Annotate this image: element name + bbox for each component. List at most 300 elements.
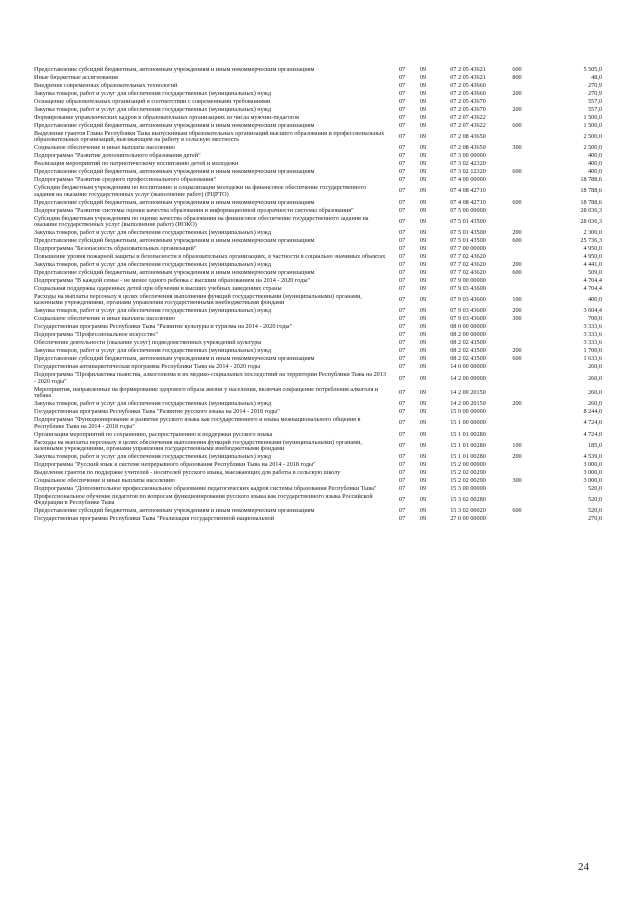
- row-target-article: 07 5 01 43500: [450, 237, 486, 245]
- row-section: 07: [398, 323, 406, 331]
- row-expense-type: 600: [512, 237, 522, 245]
- row-target-article: 07 9 00 00000: [450, 277, 486, 285]
- row-target-article: 15 0 00 00000: [450, 408, 486, 416]
- row-target-article: 07 9 03 43600: [450, 285, 486, 293]
- row-expense-type: 600: [512, 121, 522, 129]
- row-section: 07: [398, 347, 406, 355]
- table-row: [34, 106, 602, 114]
- table-row: [34, 199, 602, 207]
- row-expense-type: [502, 386, 532, 400]
- row-target-article: 15 1 01 00280: [450, 453, 486, 461]
- row-target-article: 08 2 02 43500: [450, 355, 486, 363]
- row-subsection: 09: [419, 253, 427, 261]
- row-amount: 520,0: [588, 485, 602, 493]
- row-subsection: 09: [419, 461, 427, 469]
- table-row: [34, 130, 602, 144]
- row-target-article: 08 2 02 43500: [450, 339, 486, 347]
- row-amount: 28 036,3: [580, 206, 602, 214]
- row-amount: 3 333,6: [583, 339, 602, 347]
- row-section: 07: [398, 97, 406, 105]
- row-section: 07: [398, 133, 406, 140]
- row-section: 07: [398, 285, 406, 293]
- row-name: Субсидии бюджетным учреждениям по оценке качества образования на финансовое обеспечение государственного задания на оказание государственных услуг (выполнение работ) (ИОКО): [34, 214, 369, 229]
- row-name: Предоставление субсидий бюджетным, автономным учреждениям и иным некоммерческим организациям: [34, 121, 315, 129]
- table-row: [34, 98, 602, 106]
- row-name: Иные бюджетные ассигнования: [34, 73, 118, 81]
- row-section: 07: [398, 121, 406, 129]
- row-target-article: 07 5 01 43500: [450, 229, 486, 237]
- row-name: Социальная поддержка одаренных детей при обучении в высших учебных заведениях страны: [34, 285, 282, 293]
- row-name: Закупка товаров, работ и услуг для обеспечения государственных (муниципальных) нужд: [34, 347, 272, 355]
- table-row: [34, 277, 602, 285]
- row-amount: 4 724,0: [583, 419, 602, 427]
- row-subsection: 09: [419, 206, 427, 214]
- row-subsection: 09: [419, 485, 427, 493]
- row-section: 07: [398, 408, 406, 416]
- row-amount: 270,0: [588, 515, 602, 523]
- row-target-article: 15 1 01 00280: [450, 441, 486, 449]
- row-subsection: 09: [419, 65, 427, 73]
- row-subsection: 09: [419, 261, 427, 269]
- row-name: Социальное обеспечение и иные выплаты населению: [34, 315, 175, 323]
- row-section: 07: [398, 389, 406, 397]
- row-subsection: 09: [419, 237, 427, 245]
- row-name: Выделение грантов Главы Республики Тыва выпускникам образовательных организаций высшего образования и профессиональных образовательных организаций, выезжающим на работу в сельскую местность: [34, 129, 385, 144]
- row-target-article: 15 1 01 00280: [450, 430, 486, 438]
- row-name: Обеспечение деятельности (оказание услуг) подведомственных учреждений культуры: [34, 339, 262, 347]
- row-subsection: 09: [419, 355, 427, 363]
- row-target-article: 14 0 00 00000: [450, 363, 486, 371]
- row-target-article: 14 2 00 20150: [450, 400, 486, 408]
- row-section: 07: [398, 355, 406, 363]
- row-section: 07: [398, 187, 406, 195]
- row-expense-type: 200: [512, 261, 522, 269]
- row-target-article: 07 5 01 43500: [450, 217, 486, 225]
- row-subsection: 09: [419, 323, 427, 331]
- row-amount: 4 704,4: [583, 285, 602, 293]
- row-subsection: 09: [419, 430, 427, 438]
- row-expense-type: 800: [512, 73, 522, 81]
- row-amount: 270,9: [588, 89, 602, 97]
- row-name: Социальное обеспечение и иные выплаты населению: [34, 144, 175, 152]
- row-target-article: 14 2 00 00000: [450, 374, 486, 382]
- row-expense-type: [502, 160, 532, 168]
- row-amount: 700,0: [588, 315, 602, 323]
- row-section: 07: [398, 269, 406, 277]
- row-expense-type: 200: [512, 105, 522, 113]
- row-target-article: 07 4 08 42710: [450, 187, 486, 195]
- row-subsection: 09: [419, 419, 427, 427]
- row-target-article: 07 7 02 43620: [450, 261, 486, 269]
- table-row: [34, 356, 602, 364]
- row-subsection: 09: [419, 331, 427, 339]
- row-target-article: 07 3 02 42320: [450, 160, 486, 168]
- row-name: Закупка товаров, работ и услуг для обеспечения государственных (муниципальных) нужд: [34, 400, 272, 408]
- table-row: [34, 66, 602, 74]
- row-target-article: 07 2 05 43670: [450, 97, 486, 105]
- row-expense-type: 300: [512, 477, 522, 485]
- table-row: [34, 408, 602, 416]
- row-section: 07: [398, 363, 406, 371]
- table-row: [34, 261, 602, 269]
- row-section: 07: [398, 261, 406, 269]
- row-section: 07: [398, 89, 406, 97]
- row-amount: 3 000,0: [583, 469, 602, 477]
- row-name: Подпрограмма "Развитие дополнительного образования детей": [34, 152, 201, 160]
- row-expense-type: 600: [512, 168, 522, 176]
- row-expense-type: 200: [512, 229, 522, 237]
- row-expense-type: 200: [512, 307, 522, 315]
- row-target-article: 07 2 08 43650: [450, 133, 486, 140]
- row-expense-type: [502, 207, 532, 215]
- table-row: [34, 90, 602, 98]
- row-section: 07: [398, 469, 406, 477]
- row-section: 07: [398, 229, 406, 237]
- row-section: 07: [398, 168, 406, 176]
- row-section: 07: [398, 217, 406, 225]
- row-target-article: 07 7 00 00000: [450, 245, 486, 253]
- row-expense-type: [502, 364, 532, 372]
- row-expense-type: [502, 516, 532, 524]
- row-amount: 8 244,0: [583, 408, 602, 416]
- row-target-article: 08 0 00 00000: [450, 323, 486, 331]
- row-target-article: 07 5 00 00000: [450, 206, 486, 214]
- row-expense-type: 100: [512, 296, 522, 304]
- table-row: [34, 400, 602, 408]
- row-target-article: 08 2 02 43500: [450, 347, 486, 355]
- row-amount: 260,0: [588, 374, 602, 382]
- row-amount: 400,0: [588, 168, 602, 176]
- table-row: [34, 372, 602, 386]
- row-amount: 4 950,0: [583, 253, 602, 261]
- row-section: 07: [398, 81, 406, 89]
- table-row: [34, 386, 602, 400]
- table-row: [34, 477, 602, 485]
- row-subsection: 09: [419, 121, 427, 129]
- row-target-article: 07 2 05 43660: [450, 81, 486, 89]
- row-subsection: 09: [419, 296, 427, 304]
- row-amount: 260,0: [588, 389, 602, 397]
- row-expense-type: 300: [512, 144, 522, 152]
- table-row: [34, 316, 602, 324]
- row-section: 07: [398, 152, 406, 160]
- row-amount: 400,0: [588, 296, 602, 304]
- table-row: [34, 237, 602, 245]
- row-target-article: 07 9 03 43600: [450, 307, 486, 315]
- row-name: Предоставление субсидий бюджетным, автономным учреждениям и иным некоммерческим организациям: [34, 198, 315, 206]
- row-amount: 1 500,0: [583, 121, 602, 129]
- row-name: Выделение грантов по поддержке учителей - носителей русского языка, выезжающих для работы в сельскую школу: [34, 469, 341, 477]
- row-section: 07: [398, 485, 406, 493]
- row-expense-type: [502, 277, 532, 285]
- row-target-article: 07 2 05 43660: [450, 89, 486, 97]
- row-subsection: 09: [419, 469, 427, 477]
- row-section: 07: [398, 245, 406, 253]
- row-target-article: 07 2 05 43670: [450, 105, 486, 113]
- row-subsection: 09: [419, 408, 427, 416]
- row-amount: 400,0: [588, 152, 602, 160]
- row-target-article: 15 1 00 00000: [450, 419, 486, 427]
- row-section: 07: [398, 160, 406, 168]
- row-subsection: 09: [419, 152, 427, 160]
- table-row: [34, 364, 602, 372]
- row-name: Государственная программа Республики Тыва "Развитие русского языка на 2014 - 2018 годы": [34, 408, 280, 416]
- table-row: [34, 324, 602, 332]
- row-name: Подпрограмма "Развитие системы оценки качества образования и информационной прозрачности системы образования": [34, 206, 354, 214]
- row-name: Предоставление субсидий бюджетным, автономным учреждениям и иным некоммерческим организациям: [34, 269, 315, 277]
- row-amount: 4 950,0: [583, 245, 602, 253]
- row-subsection: 09: [419, 217, 427, 225]
- row-amount: 4 704,4: [583, 277, 602, 285]
- table-row: [34, 493, 602, 507]
- table-row: [34, 439, 602, 453]
- table-row: [34, 308, 602, 316]
- table-row: [34, 160, 602, 168]
- row-subsection: 09: [419, 339, 427, 347]
- page-number: 24: [578, 861, 589, 873]
- row-section: 07: [398, 419, 406, 427]
- row-name: Подпрограмма "Профилактика пьянства, алкоголизма и их медико-социальных последствий на территории Республики Тыва на 2013 - 2020 годы": [34, 371, 386, 385]
- row-section: 07: [398, 206, 406, 214]
- row-expense-type: [502, 461, 532, 469]
- row-subsection: 09: [419, 307, 427, 315]
- row-subsection: 09: [419, 441, 427, 449]
- row-name: Социальное обеспечение и иные выплаты населению: [34, 477, 175, 485]
- row-section: 07: [398, 237, 406, 245]
- row-subsection: 09: [419, 73, 427, 81]
- row-name: Закупка товаров, работ и услуг для обеспечения государственных (муниципальных) нужд: [34, 229, 272, 237]
- row-expense-type: [502, 408, 532, 416]
- row-subsection: 09: [419, 515, 427, 523]
- row-expense-type: [502, 416, 532, 430]
- row-amount: 400,0: [588, 160, 602, 168]
- row-name: Мероприятия, направленные на формирование здорового образа жизни у населения, включая сокращение потребления алкоголя и табака: [34, 385, 379, 400]
- table-row: [34, 144, 602, 152]
- row-subsection: 09: [419, 198, 427, 206]
- row-target-article: 14 2 00 20150: [450, 389, 486, 397]
- table-row: [34, 207, 602, 215]
- row-expense-type: 600: [512, 269, 522, 277]
- row-section: 07: [398, 296, 406, 304]
- row-expense-type: [502, 215, 532, 229]
- table-row: [34, 485, 602, 493]
- row-section: 07: [398, 430, 406, 438]
- row-expense-type: 600: [512, 507, 522, 515]
- table-row: [34, 285, 602, 293]
- row-target-article: 07 7 02 43620: [450, 269, 486, 277]
- row-name: Реализация мероприятий по патриотическому воспитанию детей и молодежи: [34, 160, 239, 168]
- row-target-article: 08 2 00 00000: [450, 331, 486, 339]
- table-row: [34, 332, 602, 340]
- row-amount: 2 500,0: [583, 144, 602, 152]
- row-expense-type: 300: [512, 315, 522, 323]
- row-name: Подпрограмма "Безопасность образовательных организаций": [34, 245, 197, 253]
- row-target-article: 07 9 03 43600: [450, 296, 486, 304]
- row-expense-type: [502, 82, 532, 90]
- table-row: [34, 431, 602, 439]
- row-amount: 3 604,4: [583, 307, 602, 315]
- table-row: [34, 348, 602, 356]
- row-expense-type: [502, 332, 532, 340]
- budget-table-body: [34, 66, 602, 524]
- row-subsection: 09: [419, 89, 427, 97]
- row-name: Подпрограмма "Развитие среднего профессионального образования": [34, 176, 216, 184]
- table-row: [34, 122, 602, 130]
- row-amount: 48,0: [591, 73, 602, 81]
- row-expense-type: [502, 372, 532, 386]
- row-name: Предоставление субсидий бюджетным, автономным учреждениям и иным некоммерческим организациям: [34, 237, 315, 245]
- table-row: [34, 508, 602, 516]
- row-subsection: 09: [419, 133, 427, 140]
- row-expense-type: 600: [512, 65, 522, 73]
- row-name: Закупка товаров, работ и услуг для обеспечения государственных (муниципальных) нужд: [34, 307, 272, 315]
- row-expense-type: [502, 114, 532, 122]
- row-subsection: 09: [419, 277, 427, 285]
- row-section: 07: [398, 113, 406, 121]
- row-amount: 18 788,6: [580, 176, 602, 184]
- row-expense-type: [502, 340, 532, 348]
- row-section: 07: [398, 461, 406, 469]
- row-target-article: 07 2 08 43650: [450, 144, 486, 152]
- table-row: [34, 168, 602, 176]
- row-name: Государственная программа Республики Тыва "Реализация государственной национальной: [34, 515, 275, 523]
- row-name: Формирование управленческих кадров в образовательных организациях из числа мужчин-педагогов: [34, 113, 300, 121]
- row-expense-type: [502, 176, 532, 184]
- row-subsection: 09: [419, 400, 427, 408]
- table-row: [34, 461, 602, 469]
- row-subsection: 09: [419, 176, 427, 184]
- table-row: [34, 215, 602, 229]
- row-name: Закупка товаров, работ и услуг для обеспечения государственных (муниципальных) нужд: [34, 261, 272, 269]
- row-name: Государственная программа Республики Тыва "Развитие культуры и туризма на 2014 - 2020 годы": [34, 323, 293, 331]
- row-subsection: 09: [419, 113, 427, 121]
- row-target-article: 15 3 02 00020: [450, 507, 486, 515]
- row-subsection: 09: [419, 160, 427, 168]
- row-subsection: 09: [419, 477, 427, 485]
- row-amount: 185,0: [588, 441, 602, 449]
- row-name: Подпрограмма "Функционирование и развитие русского языка как государственного и языка межнационального общения в Республике Тыва на 2014 - 2018 годы": [34, 416, 361, 430]
- row-amount: 28 036,3: [580, 217, 602, 225]
- row-name: Подпрограмма "Дополнительное профессиональное образование педагогических кадров системы образования Республики Тыва": [34, 485, 377, 493]
- row-amount: 260,0: [588, 363, 602, 371]
- row-expense-type: 100: [512, 441, 522, 449]
- row-subsection: 09: [419, 315, 427, 323]
- row-section: 07: [398, 477, 406, 485]
- row-target-article: 15 3 00 00000: [450, 485, 486, 493]
- row-expense-type: [502, 469, 532, 477]
- row-target-article: 07 4 08 42710: [450, 198, 486, 206]
- row-amount: 557,0: [588, 105, 602, 113]
- table-row: [34, 74, 602, 82]
- table-row: [34, 176, 602, 184]
- row-amount: 557,0: [588, 97, 602, 105]
- row-section: 07: [398, 253, 406, 261]
- row-section: 07: [398, 496, 406, 504]
- row-expense-type: [502, 493, 532, 507]
- row-subsection: 09: [419, 81, 427, 89]
- row-subsection: 09: [419, 285, 427, 293]
- row-section: 07: [398, 73, 406, 81]
- row-amount: 260,0: [588, 400, 602, 408]
- row-expense-type: [502, 431, 532, 439]
- row-name: Подпрограмма "Профессиональное искусство": [34, 331, 159, 339]
- row-target-article: 07 9 03 43600: [450, 315, 486, 323]
- table-row: [34, 253, 602, 261]
- table-row: [34, 245, 602, 253]
- row-expense-type: 600: [512, 355, 522, 363]
- budget-table: [34, 66, 602, 524]
- row-amount: 1 633,6: [583, 355, 602, 363]
- row-section: 07: [398, 374, 406, 382]
- row-name: Расходы на выплаты персоналу в целях обеспечения выполнения функций государственными (муниципальными) органами, казенными учреждениями, органами управления государственными внебюджетными фондами: [34, 438, 362, 453]
- row-name: Подпрограмма "В каждой семье - не менее одного ребенка с высшим образованием на 2014 - 2020 годы": [34, 277, 311, 285]
- row-section: 07: [398, 315, 406, 323]
- row-subsection: 09: [419, 389, 427, 397]
- table-row: [34, 229, 602, 237]
- row-section: 07: [398, 65, 406, 73]
- row-name: Государственная антинаркотическая программа Республики Тыва на 2014 - 2020 годы: [34, 363, 261, 371]
- row-section: 07: [398, 198, 406, 206]
- row-subsection: 09: [419, 187, 427, 195]
- row-name: Предоставление субсидий бюджетным, автономным учреждениям и иным некоммерческим организациям: [34, 355, 315, 363]
- row-amount: 18 788,6: [580, 198, 602, 206]
- row-subsection: 09: [419, 507, 427, 515]
- row-subsection: 09: [419, 144, 427, 152]
- table-row: [34, 269, 602, 277]
- row-section: 07: [398, 453, 406, 461]
- row-name: Организация мероприятий по сохранению, распространению и поддержки русского языка: [34, 430, 273, 438]
- row-subsection: 09: [419, 374, 427, 382]
- row-name: Закупка товаров, работ и услуг для обеспечения государственных (муниципальных) нужд: [34, 453, 272, 461]
- row-name: Закупка товаров, работ и услуг для обеспечения государственных (муниципальных) нужд: [34, 105, 272, 113]
- row-amount: 3 333,6: [583, 323, 602, 331]
- row-expense-type: [502, 253, 532, 261]
- row-name: Оснащение образовательных организаций в соответствии с современными требованиями: [34, 97, 271, 105]
- row-section: 07: [398, 331, 406, 339]
- row-expense-type: [502, 184, 532, 198]
- row-target-article: 07 4 00 00000: [450, 176, 486, 184]
- row-expense-type: 600: [512, 198, 522, 206]
- row-section: 07: [398, 339, 406, 347]
- row-target-article: 15 2 00 00000: [450, 461, 486, 469]
- row-section: 07: [398, 277, 406, 285]
- table-row: [34, 184, 602, 198]
- table-row: [34, 469, 602, 477]
- row-target-article: 07 7 02 43620: [450, 253, 486, 261]
- row-amount: 509,0: [588, 269, 602, 277]
- row-section: 07: [398, 441, 406, 449]
- row-amount: 4 724,0: [583, 430, 602, 438]
- row-amount: 4 441,0: [583, 261, 602, 269]
- row-name: Закупка товаров, работ и услуг для обеспечения государственных (муниципальных) нужд: [34, 89, 272, 97]
- table-row: [34, 340, 602, 348]
- row-subsection: 09: [419, 245, 427, 253]
- row-name: Субсидии бюджетным учреждениям по воспитанию и социализации молодежи на финансовое обеспечение государственного задания на оказание государственных услуг (выполнение работ) (РЦРТО): [34, 184, 366, 198]
- row-name: Внедрение современных образовательных технологий: [34, 81, 178, 89]
- row-amount: 2 300,0: [583, 229, 602, 237]
- row-expense-type: 200: [512, 89, 522, 97]
- row-expense-type: [502, 485, 532, 493]
- row-subsection: 09: [419, 168, 427, 176]
- row-expense-type: 200: [512, 400, 522, 408]
- row-name: Повышение уровня пожарной защиты и безопасности в образовательных организациях, в частности в социально значимых объектах: [34, 253, 386, 261]
- row-target-article: 07 3 02 12320: [450, 168, 486, 176]
- row-subsection: 09: [419, 105, 427, 113]
- table-row: [34, 152, 602, 160]
- row-name: Предоставление субсидий бюджетным, автономным учреждениям и иным некоммерческим организациям: [34, 168, 315, 176]
- row-subsection: 09: [419, 496, 427, 504]
- row-name: Профессиональное обучение педагогов по вопросам функционирования русского языка как государственного языка Российской Федерации в Республике Тыва: [34, 493, 373, 507]
